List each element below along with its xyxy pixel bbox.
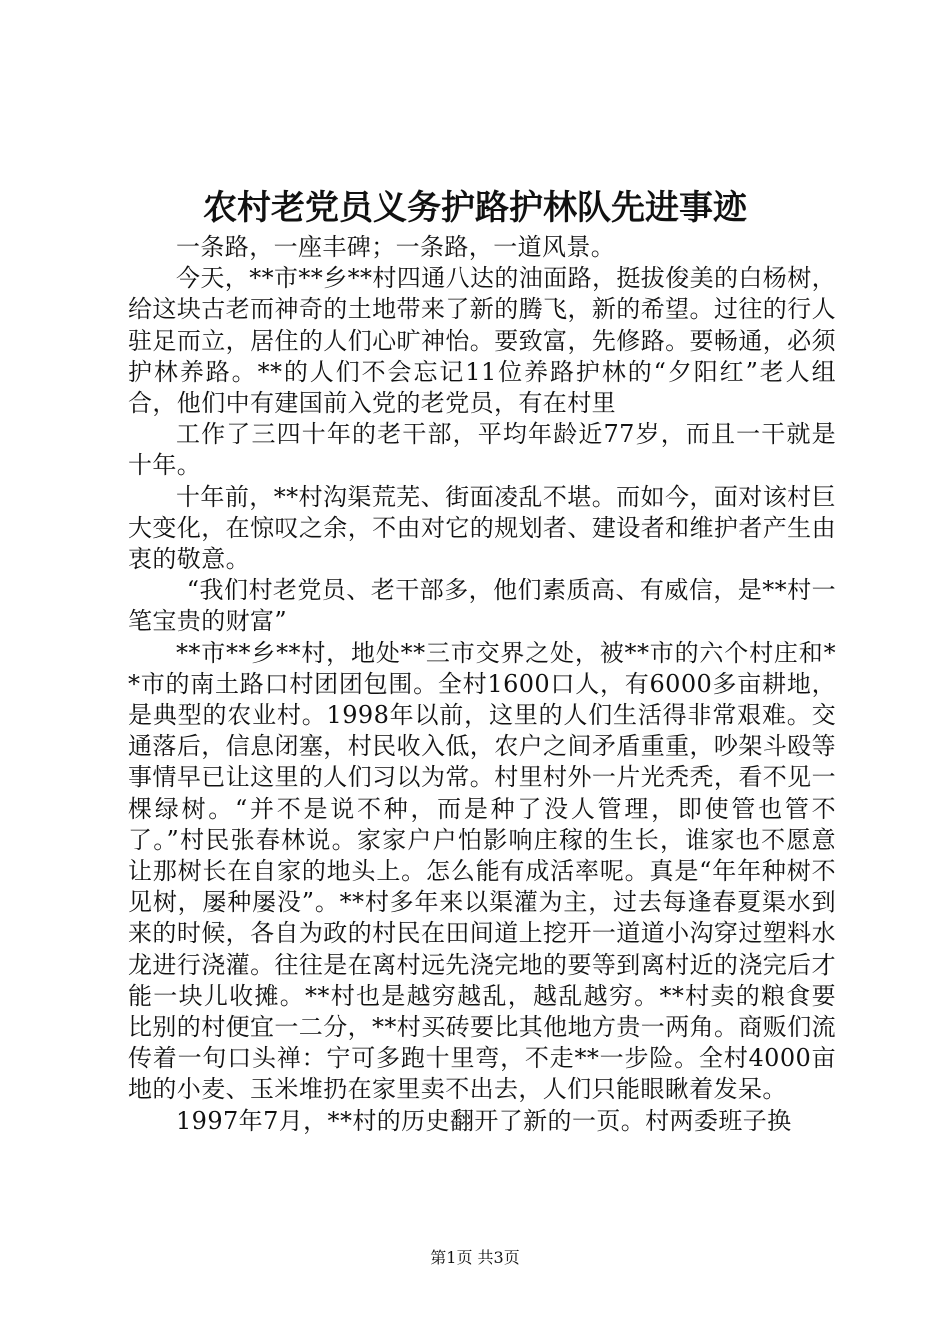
paragraph: 一条路，一座丰碑；一条路，一道风景。 (176, 233, 616, 261)
paragraph: 十年前，**村沟渠荒芜、街面凌乱不堪。而如今，面对该村巨大变化，在惊叹之余，不由对它的规划者、建设者和维护者产生由衷的敬意。 (128, 482, 836, 574)
page-footer: 第1页 共3页 (430, 1248, 520, 1267)
paragraph: 工作了三四十年的老干部，平均年龄近77岁，而且一干就是十年。 (128, 420, 836, 480)
paragraph-quote: “我们村老党员、老干部多，他们素质高、有威信，是**村一笔宝贵的财富” (128, 576, 836, 636)
paragraph: **市**乡**村，地处**三市交界之处，被**市的六个村庄和**市的南土路口村团团包围。全村1600口人，有6000多亩耕地，是典型的农业村。1998年以前，这里的人们生活得非常艰难。交通落后，信息闭塞，村民收入低，农户之间矛盾重重，吵架斗殴等事情早已让这里的人们习以为常。村里村外一片光秃秃，看不见一棵绿树。“并不是说不种，而是种了没人管理，即使管也管不了。”村民张春林说。家家户户怕影响庄稼的生长，谁家也不愿意让那树长在自家的地头上。怎么能有成活率呢。真是“年年种树不见树，屡种屡没”。**村多年来以渠灌为主，过去每逢春夏渠水到来的时候，各自为政的村民在田间道上挖开一道道小沟穿过塑料水龙进行浇灌。往往是在离村远先浇完地的要等到离村近的浇完后才能一块儿收摊。**村也是越穷越乱，越乱越穷。**村卖的粮食要比别的村便宜一二分，**村买砖要比其他地方贵一两角。商贩们流传着一句口头禅：宁可多跑十里弯，不走**一步险。全村4000亩地的小麦、玉米堆扔在家里卖不出去，人们只能眼瞅着发呆。 (128, 638, 836, 1104)
document-title: 农村老党员义务护路护林队先进事迹 (203, 188, 747, 228)
paragraph: 今天，**市**乡**村四通八达的油面路，挺拔俊美的白杨树，给这块古老而神奇的土地带来了新的腾飞，新的希望。过往的行人驻足而立，居住的人们心旷神怡。要致富，先修路。要畅通，必须护林养路。**的人们不会忘记11位养路护林的“夕阳红”老人组合，他们中有建国前入党的老党员，有在村里 (128, 264, 836, 418)
document-body (128, 232, 836, 1137)
paragraph: 1997年7月，**村的历史翻开了新的一页。村两委班子换 (176, 1106, 792, 1135)
